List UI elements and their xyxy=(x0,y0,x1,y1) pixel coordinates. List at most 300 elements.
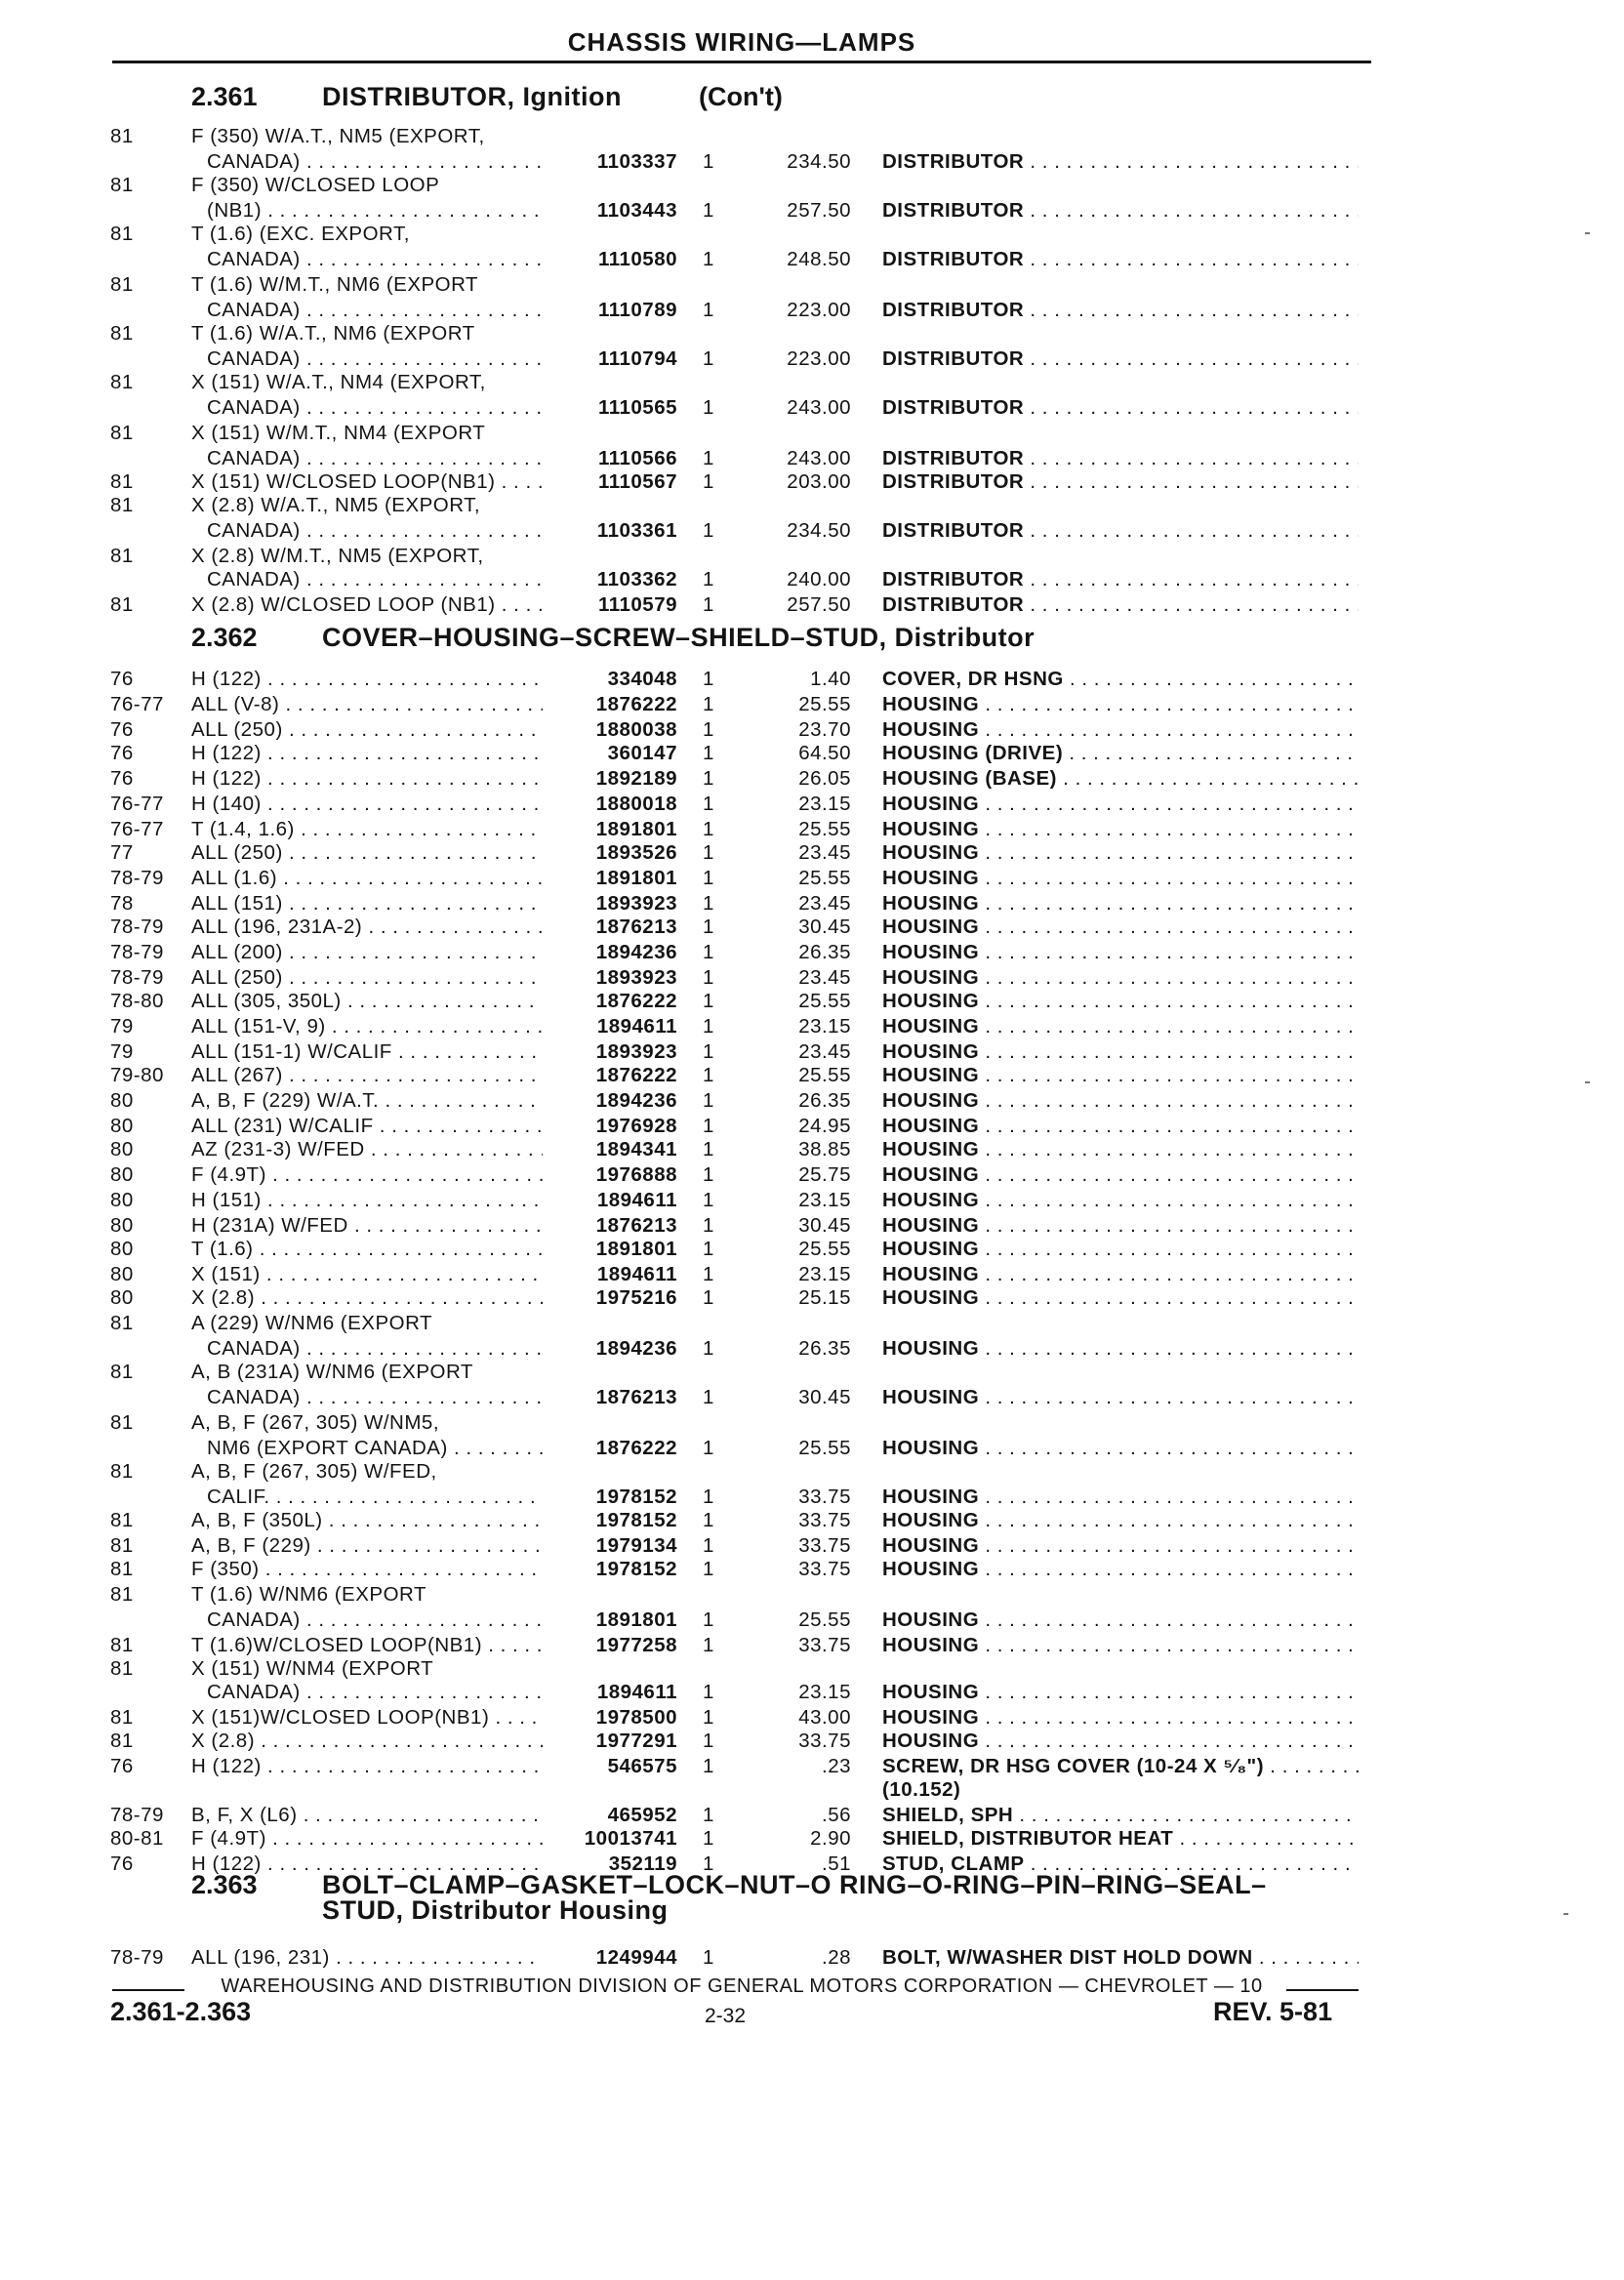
part-number-cell: 1876213 xyxy=(595,1386,677,1408)
price-cell: 243.00 xyxy=(787,447,851,469)
year-cell: 81 xyxy=(110,1509,134,1531)
part-number-cell: 1978152 xyxy=(595,1486,677,1508)
application-cell: A, B, F (350L) . . . xyxy=(191,1509,543,1532)
description-cell xyxy=(882,1214,1359,1238)
year-cell: 81 xyxy=(110,125,134,147)
part-number-cell: 1894236 xyxy=(595,1089,677,1112)
description-cell xyxy=(882,1286,1359,1310)
price-cell: 23.15 xyxy=(798,1681,851,1703)
description-text: HOUSING xyxy=(882,693,980,715)
description-cell xyxy=(882,941,1359,964)
description-text: HOUSING xyxy=(882,1163,980,1186)
description-cell xyxy=(882,1163,1359,1187)
quantity-cell: 1 xyxy=(703,1804,714,1826)
description-text: SCREW, DR HSG COVER (10-24 X ⁵⁄₈") xyxy=(882,1755,1265,1777)
price-cell: 26.35 xyxy=(798,1089,851,1112)
part-number-cell: 1891801 xyxy=(595,867,677,889)
description-text: HOUSING xyxy=(882,1263,980,1285)
description-text: DISTRIBUTOR xyxy=(882,347,1025,370)
quantity-cell: 1 xyxy=(703,1015,714,1038)
price-cell: 223.00 xyxy=(787,299,851,321)
description-cell xyxy=(882,1386,1359,1409)
description-cell xyxy=(882,1189,1359,1212)
application-cell: (NB1) . . . xyxy=(207,199,543,223)
year-cell: 81 xyxy=(110,470,134,493)
description-cell xyxy=(882,1337,1359,1361)
description-cell xyxy=(882,1755,1359,1778)
description-cell xyxy=(882,1238,1359,1261)
year-cell: 81 xyxy=(110,174,134,196)
part-number-cell: 1891801 xyxy=(595,1238,677,1260)
year-cell: 78-79 xyxy=(110,1946,164,1969)
part-number-cell: 1876213 xyxy=(595,1214,677,1237)
price-cell: 25.55 xyxy=(798,818,851,840)
price-cell: 23.70 xyxy=(798,718,851,741)
application-cell: ALL (1.6) . . . xyxy=(191,867,543,890)
description-cell xyxy=(882,1852,1359,1876)
part-number-cell: 1103443 xyxy=(596,199,677,222)
price-cell: 203.00 xyxy=(787,470,851,493)
quantity-cell: 1 xyxy=(703,990,714,1012)
description-text: HOUSING xyxy=(882,1437,980,1459)
price-cell: 25.55 xyxy=(798,867,851,889)
application-cell: F (350) W/A.T., NM5 (EXPORT, xyxy=(191,125,485,147)
price-cell: 33.75 xyxy=(798,1730,851,1752)
year-cell: 76 xyxy=(110,767,134,790)
description-cell xyxy=(882,1804,1359,1827)
application-cell: CANADA) . . . xyxy=(207,1681,543,1704)
application-cell: X (151) W/A.T., NM4 (EXPORT, xyxy=(191,371,486,393)
year-cell: 80 xyxy=(110,1238,134,1260)
quantity-cell: 1 xyxy=(703,916,714,938)
application-cell: A, B, F (229) W/A.T. . . . xyxy=(191,1089,543,1113)
price-cell: 23.45 xyxy=(798,892,851,915)
description-cell xyxy=(882,841,1359,865)
description-text: BOLT, W/WASHER DIST HOLD DOWN xyxy=(882,1946,1253,1969)
application-cell: A, B, F (267, 305) W/FED, xyxy=(191,1460,437,1483)
description-cell xyxy=(882,1486,1359,1509)
quantity-cell: 1 xyxy=(703,1138,714,1160)
year-cell: 78-79 xyxy=(110,867,164,889)
part-number-cell: 1894236 xyxy=(595,941,677,963)
price-cell: 25.15 xyxy=(798,1286,851,1309)
description-text: HOUSING xyxy=(882,941,980,963)
part-number-cell: 1110580 xyxy=(597,248,677,270)
year-cell: 81 xyxy=(110,322,134,345)
quantity-cell: 1 xyxy=(703,199,714,222)
part-number-cell: 1110566 xyxy=(597,447,677,469)
application-cell: X (151) W/M.T., NM4 (EXPORT xyxy=(191,422,486,444)
application-cell: ALL (196, 231A-2) . . . xyxy=(191,916,543,939)
quantity-cell: 1 xyxy=(703,519,714,542)
quantity-cell: 1 xyxy=(703,841,714,864)
year-cell: 80 xyxy=(110,1138,134,1160)
section-number: 2.361 xyxy=(191,82,258,111)
quantity-cell: 1 xyxy=(703,1706,714,1729)
application-cell: NM6 (EXPORT CANADA) . . . xyxy=(207,1437,543,1460)
description-cell xyxy=(882,396,1359,420)
year-cell: 81 xyxy=(110,494,134,516)
quantity-cell: 1 xyxy=(703,1681,714,1703)
description-text: HOUSING (BASE) xyxy=(882,767,1057,790)
application-cell: CANADA) . . . xyxy=(207,568,543,591)
year-cell: 78-80 xyxy=(110,990,164,1012)
application-cell: T (1.6) W/A.T., NM6 (EXPORT xyxy=(191,322,475,345)
description-cell xyxy=(882,1437,1359,1460)
price-cell: 33.75 xyxy=(798,1634,851,1656)
year-cell: 81 xyxy=(110,545,134,567)
part-number-cell: 1110579 xyxy=(597,593,677,616)
year-cell: 80 xyxy=(110,1115,134,1137)
part-number-cell: 1880038 xyxy=(595,718,677,741)
year-cell: 76 xyxy=(110,1755,134,1777)
year-cell: 76-77 xyxy=(110,818,164,840)
application-cell: X (2.8) . . . xyxy=(191,1730,543,1753)
price-cell: 223.00 xyxy=(787,347,851,370)
year-cell: 81 xyxy=(110,223,134,245)
year-cell: 76 xyxy=(110,668,134,690)
application-cell: T (1.6) . . . xyxy=(191,1238,543,1261)
part-number-cell: 1876213 xyxy=(595,916,677,938)
application-cell: F (4.9T) . . . xyxy=(191,1163,543,1187)
quantity-cell: 1 xyxy=(703,347,714,370)
description-text: HOUSING xyxy=(882,1558,980,1580)
description-text: (10.152) xyxy=(882,1778,961,1801)
section-title-continued: STUD, Distributor Housing xyxy=(322,1895,669,1925)
price-cell: 25.55 xyxy=(798,1608,851,1631)
application-cell: H (122) . . . xyxy=(191,767,543,791)
application-cell: CANADA) . . . xyxy=(207,1386,543,1409)
description-text: DISTRIBUTOR xyxy=(882,199,1025,222)
part-number-cell: 1977291 xyxy=(595,1730,677,1752)
quantity-cell: 1 xyxy=(703,693,714,715)
header-rule xyxy=(112,61,1371,63)
description-text: HOUSING xyxy=(882,1534,980,1557)
quantity-cell: 1 xyxy=(703,1558,714,1580)
section-continued: (Con't) xyxy=(699,82,783,111)
description-cell xyxy=(882,299,1359,322)
price-cell: 240.00 xyxy=(787,568,851,590)
description-cell xyxy=(882,470,1359,494)
description-text: HOUSING xyxy=(882,1730,980,1752)
part-number-cell: 1978152 xyxy=(595,1509,677,1531)
description-cell xyxy=(882,1706,1359,1730)
quantity-cell: 1 xyxy=(703,396,714,419)
part-number-cell: 1891801 xyxy=(595,1608,677,1631)
part-number-cell: 1103362 xyxy=(596,568,677,590)
part-number-cell: 1103337 xyxy=(596,150,677,173)
part-number-cell: 1894611 xyxy=(596,1189,677,1211)
description-cell xyxy=(882,1946,1359,1970)
part-number-cell: 465952 xyxy=(607,1804,677,1826)
application-cell: X (151) W/NM4 (EXPORT xyxy=(191,1657,434,1680)
price-cell: 33.75 xyxy=(798,1558,851,1580)
description-text: HOUSING xyxy=(882,1089,980,1112)
year-cell: 80 xyxy=(110,1286,134,1309)
quantity-cell: 1 xyxy=(703,1852,714,1875)
price-cell: 33.75 xyxy=(798,1486,851,1508)
application-cell: X (151) W/CLOSED LOOP(NB1) . . . xyxy=(191,470,543,494)
section-title: DISTRIBUTOR, Ignition xyxy=(322,82,622,111)
quantity-cell: 1 xyxy=(703,1386,714,1408)
quantity-cell: 1 xyxy=(703,1238,714,1260)
scan-speck xyxy=(1563,1913,1568,1915)
footer-section-range: 2.361-2.363 xyxy=(110,1997,252,2026)
description-text: HOUSING xyxy=(882,1015,980,1038)
quantity-cell: 1 xyxy=(703,1827,714,1850)
description-cell xyxy=(882,1138,1359,1161)
description-cell xyxy=(882,668,1359,691)
description-cell xyxy=(882,347,1359,371)
quantity-cell: 1 xyxy=(703,1437,714,1459)
description-cell xyxy=(882,1115,1359,1138)
year-cell: 79-80 xyxy=(110,1064,164,1086)
price-cell: 26.35 xyxy=(798,941,851,963)
application-cell: F (350) . . . xyxy=(191,1558,543,1581)
part-number-cell: 1894341 xyxy=(595,1138,677,1160)
quantity-cell: 1 xyxy=(703,892,714,915)
application-cell: ALL (151) . . . xyxy=(191,892,543,916)
year-cell: 78-79 xyxy=(110,916,164,938)
year-cell: 76-77 xyxy=(110,793,164,815)
quantity-cell: 1 xyxy=(703,793,714,815)
year-cell: 80 xyxy=(110,1214,134,1237)
part-number-cell: 1977258 xyxy=(595,1634,677,1656)
price-cell: 33.75 xyxy=(798,1509,851,1531)
description-text: HOUSING xyxy=(882,818,980,840)
application-cell: CANADA) . . . xyxy=(207,1337,543,1361)
description-cell xyxy=(882,742,1359,765)
quantity-cell: 1 xyxy=(703,1509,714,1531)
application-cell: ALL (196, 231) . . . xyxy=(191,1946,543,1970)
application-cell: B, F, X (L6) . . . xyxy=(191,1804,543,1827)
price-cell: 25.55 xyxy=(798,1064,851,1086)
year-cell: 81 xyxy=(110,1583,134,1606)
quantity-cell: 1 xyxy=(703,1263,714,1285)
quantity-cell: 1 xyxy=(703,742,714,764)
description-text: HOUSING xyxy=(882,1286,980,1309)
description-cell xyxy=(882,519,1359,543)
description-cell xyxy=(882,990,1359,1013)
description-cell xyxy=(882,1634,1359,1657)
description-text: DISTRIBUTOR xyxy=(882,568,1025,590)
price-cell: 23.15 xyxy=(798,1189,851,1211)
description-cell xyxy=(882,1608,1359,1632)
year-cell: 80 xyxy=(110,1163,134,1186)
description-cell xyxy=(882,1827,1359,1851)
application-cell: T (1.6) (EXC. EXPORT, xyxy=(191,223,410,245)
price-cell: 30.45 xyxy=(798,1214,851,1237)
year-cell: 81 xyxy=(110,593,134,616)
year-cell: 80 xyxy=(110,1263,134,1285)
quantity-cell: 1 xyxy=(703,1064,714,1086)
year-cell: 79 xyxy=(110,1015,134,1038)
year-cell: 81 xyxy=(110,1411,134,1434)
description-text: HOUSING xyxy=(882,1238,980,1260)
year-cell: 76-77 xyxy=(110,693,164,715)
quantity-cell: 1 xyxy=(703,718,714,741)
price-cell: 23.45 xyxy=(798,1040,851,1063)
quantity-cell: 1 xyxy=(703,1608,714,1631)
description-text: HOUSING xyxy=(882,793,980,815)
price-cell: 23.45 xyxy=(798,841,851,864)
application-cell: ALL (305, 350L) . . . xyxy=(191,990,543,1013)
part-number-cell: 1249944 xyxy=(595,1946,677,1969)
year-cell: 80-81 xyxy=(110,1827,164,1850)
price-cell: 30.45 xyxy=(798,916,851,938)
application-cell: T (1.6)W/CLOSED LOOP(NB1) . . . xyxy=(191,1634,543,1657)
year-cell: 81 xyxy=(110,1730,134,1752)
quantity-cell: 1 xyxy=(703,1089,714,1112)
application-cell: T (1.6) W/NM6 (EXPORT xyxy=(191,1583,426,1606)
footer-page-number: 2-32 xyxy=(705,2005,747,2027)
description-text: HOUSING xyxy=(882,1064,980,1086)
quantity-cell: 1 xyxy=(703,299,714,321)
quantity-cell: 1 xyxy=(703,470,714,493)
application-cell: A, B, F (229) . . . xyxy=(191,1534,543,1558)
application-cell: CALIF. . . . xyxy=(207,1486,543,1509)
application-cell: CANADA) . . . xyxy=(207,519,543,543)
part-number-cell: 360147 xyxy=(607,742,677,764)
part-number-cell: 1976888 xyxy=(595,1163,677,1186)
application-cell: ALL (151-V, 9) . . . xyxy=(191,1015,543,1038)
description-text: HOUSING xyxy=(882,841,980,864)
part-number-cell: 1110565 xyxy=(597,396,677,419)
description-cell xyxy=(882,793,1359,816)
quantity-cell: 1 xyxy=(703,668,714,690)
description-text: SHIELD, DISTRIBUTOR HEAT xyxy=(882,1827,1174,1850)
year-cell: 80 xyxy=(110,1189,134,1211)
part-number-cell: 10013741 xyxy=(584,1827,677,1850)
price-cell: .56 xyxy=(822,1804,851,1826)
description-cell xyxy=(882,867,1359,890)
quantity-cell: 1 xyxy=(703,1946,714,1969)
application-cell: H (151) . . . xyxy=(191,1189,543,1212)
quantity-cell: 1 xyxy=(703,568,714,590)
footer-rule-right xyxy=(1286,1989,1359,1991)
description-cell xyxy=(882,718,1359,742)
description-cell xyxy=(882,1534,1359,1558)
quantity-cell: 1 xyxy=(703,1189,714,1211)
application-cell: ALL (151-1) W/CALIF . . . xyxy=(191,1040,543,1064)
footer-revision: REV. 5-81 xyxy=(1213,1997,1333,2026)
year-cell: 79 xyxy=(110,1040,134,1063)
description-cell xyxy=(882,693,1359,716)
description-text: DISTRIBUTOR xyxy=(882,396,1025,419)
quantity-cell: 1 xyxy=(703,1115,714,1137)
price-cell: .23 xyxy=(822,1755,851,1777)
description-text: HOUSING xyxy=(882,718,980,741)
quantity-cell: 1 xyxy=(703,593,714,616)
description-text: DISTRIBUTOR xyxy=(882,470,1025,493)
section-number: 2.362 xyxy=(191,623,258,652)
quantity-cell: 1 xyxy=(703,966,714,989)
description-cell xyxy=(882,1509,1359,1532)
part-number-cell: 1893923 xyxy=(595,892,677,915)
price-cell: 1.40 xyxy=(810,668,851,690)
application-cell: CANADA) . . . xyxy=(207,396,543,420)
section-number: 2.363 xyxy=(191,1870,258,1899)
description-text: HOUSING xyxy=(882,1486,980,1508)
quantity-cell: 1 xyxy=(703,1634,714,1656)
description-cell xyxy=(882,1015,1359,1038)
description-text: HOUSING xyxy=(882,1706,980,1729)
price-cell: 23.15 xyxy=(798,793,851,815)
quantity-cell: 1 xyxy=(703,1286,714,1309)
year-cell: 81 xyxy=(110,1634,134,1656)
quantity-cell: 1 xyxy=(703,1337,714,1360)
application-cell: H (231A) W/FED . . . xyxy=(191,1214,543,1238)
description-text: HOUSING xyxy=(882,966,980,989)
application-cell: CANADA) . . . xyxy=(207,447,543,470)
part-number-cell: 1894611 xyxy=(596,1015,677,1038)
price-cell: 26.05 xyxy=(798,767,851,790)
application-cell: X (2.8) W/CLOSED LOOP (NB1) . . . xyxy=(191,593,543,617)
price-cell: 30.45 xyxy=(798,1386,851,1408)
application-cell: A, B (231A) W/NM6 (EXPORT xyxy=(191,1361,473,1383)
year-cell: 81 xyxy=(110,1361,134,1383)
description-cell xyxy=(882,966,1359,990)
price-cell: 257.50 xyxy=(787,593,851,616)
application-cell: ALL (231) W/CALIF . . . xyxy=(191,1115,543,1138)
application-cell: X (2.8) W/A.T., NM5 (EXPORT, xyxy=(191,494,481,516)
year-cell: 81 xyxy=(110,1558,134,1580)
part-number-cell: 1891801 xyxy=(595,818,677,840)
description-text: HOUSING xyxy=(882,1040,980,1063)
year-cell: 76 xyxy=(110,718,134,741)
description-text: HOUSING xyxy=(882,990,980,1012)
price-cell: 257.50 xyxy=(787,199,851,222)
part-number-cell: 1876222 xyxy=(595,1437,677,1459)
year-cell: 77 xyxy=(110,841,134,864)
description-text: HOUSING xyxy=(882,1509,980,1531)
price-cell: 23.45 xyxy=(798,966,851,989)
price-cell: 234.50 xyxy=(787,150,851,173)
price-cell: 248.50 xyxy=(787,248,851,270)
description-text: HOUSING xyxy=(882,892,980,915)
quantity-cell: 1 xyxy=(703,150,714,173)
description-cell xyxy=(882,593,1359,617)
description-cell xyxy=(882,447,1359,470)
quantity-cell: 1 xyxy=(703,1486,714,1508)
part-number-cell: 1894611 xyxy=(596,1263,677,1285)
description-cell xyxy=(882,767,1359,791)
description-cell xyxy=(882,1263,1359,1286)
application-cell: H (140) . . . xyxy=(191,793,543,816)
year-cell: 76 xyxy=(110,742,134,764)
description-cell xyxy=(882,916,1359,939)
application-cell: H (122) . . . xyxy=(191,668,543,691)
application-cell: ALL (250) . . . xyxy=(191,966,543,990)
year-cell: 81 xyxy=(110,371,134,393)
description-text: DISTRIBUTOR xyxy=(882,447,1025,469)
description-text: SHIELD, SPH xyxy=(882,1804,1014,1826)
quantity-cell: 1 xyxy=(703,1755,714,1777)
description-text: HOUSING xyxy=(882,1214,980,1237)
description-text: HOUSING xyxy=(882,867,980,889)
application-cell: T (1.6) W/M.T., NM6 (EXPORT xyxy=(191,273,479,296)
price-cell: .51 xyxy=(822,1852,851,1875)
part-number-cell: 1892189 xyxy=(595,767,677,790)
part-number-cell: 334048 xyxy=(607,668,677,690)
section-title: BOLT–CLAMP–GASKET–LOCK–NUT–O RING–O-RING–PIN–RING–SEAL– xyxy=(322,1870,1267,1899)
application-cell: ALL (267) . . . xyxy=(191,1064,543,1087)
part-number-cell: 1893923 xyxy=(595,1040,677,1063)
application-cell: X (2.8) . . . xyxy=(191,1286,543,1310)
part-number-cell: 1876222 xyxy=(595,1064,677,1086)
application-cell: ALL (V-8) . . . xyxy=(191,693,543,716)
part-number-cell: 1975216 xyxy=(595,1286,677,1309)
